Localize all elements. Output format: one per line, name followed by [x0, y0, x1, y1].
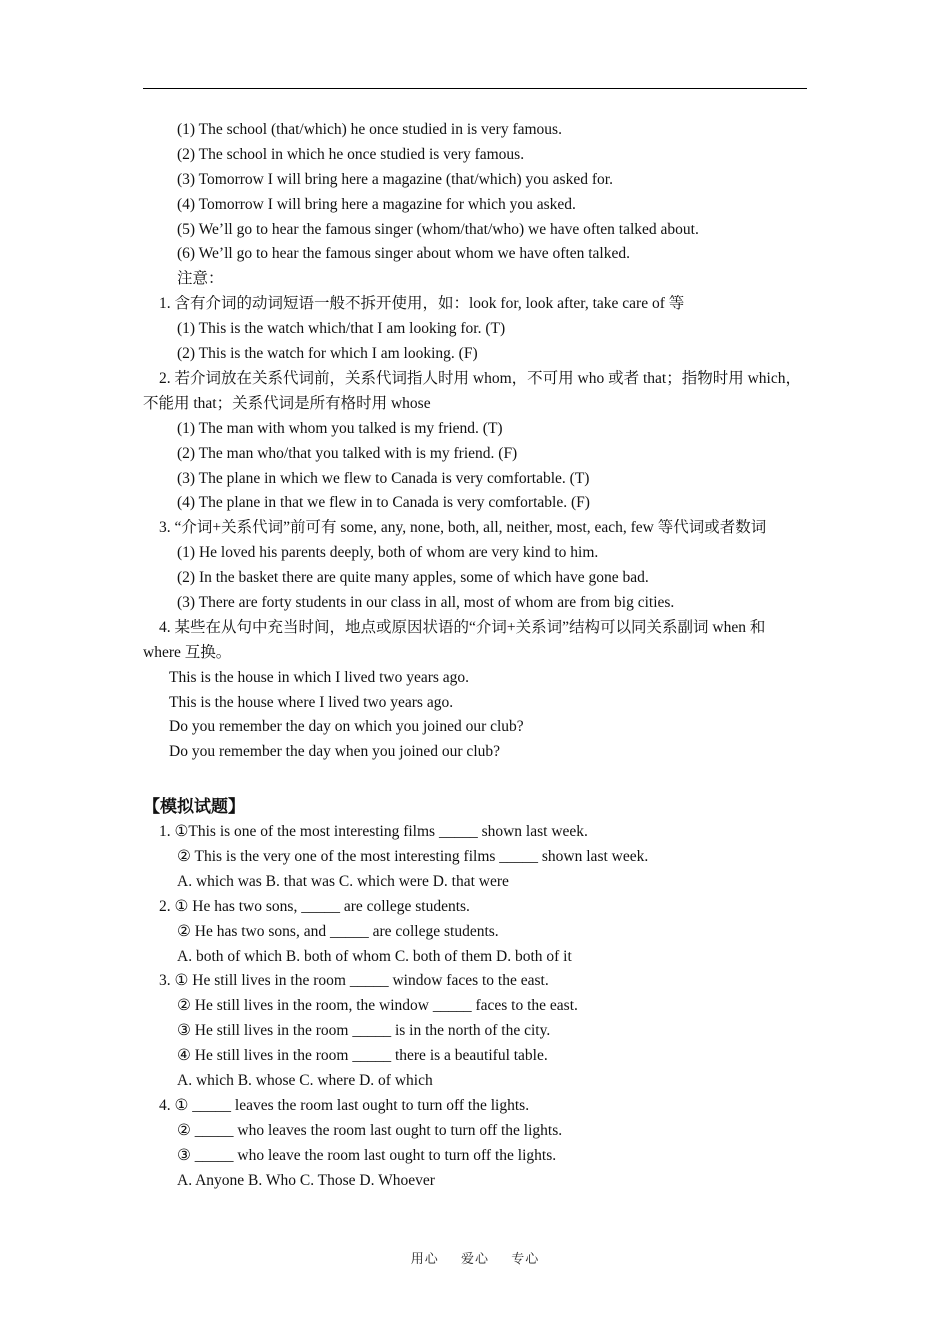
note-3-example: (3) There are forty students in our class in all, most of whom are from big cities.: [177, 593, 675, 611]
note-4-example: Do you remember the day when you joined our club?: [169, 743, 501, 761]
question-1-line: ② This is the very one of the most interesting films _____ shown last week.: [177, 848, 649, 866]
question-1-stem: 1. ①This is one of the most interesting films _____ shown last week.: [159, 823, 588, 841]
note-4-example: This is the house in which I lived two years ago.: [169, 668, 470, 686]
spacer: [143, 765, 807, 790]
example-line: (6) We’ll go to hear the famous singer about whom we have often talked.: [177, 245, 630, 263]
example-line: (4) Tomorrow I will bring here a magazine for which you asked.: [177, 195, 576, 213]
note-3-example: (1) He loved his parents deeply, both of whom are very kind to him.: [177, 544, 599, 562]
note-2-example: (1) The man with whom you talked is my friend. (T): [177, 419, 503, 437]
note-label: 注意：: [177, 270, 224, 288]
note-3: 3. “介词+关系代词”前可有 some, any, none, both, all, neither, most, each, few 等代词或者数词: [159, 519, 767, 537]
section-heading: 【模拟试题】: [143, 797, 245, 818]
question-1-options: A. which was B. that was C. which were D. that were: [177, 872, 509, 890]
page-content: [143, 118, 807, 1193]
note-2: 2. 若介词放在关系代词前，关系代词指人时用 whom，不可用 who 或者 that；指物时用 which，不能用 that；关系代词是所有格时用 whose: [143, 369, 801, 412]
note-2-example: (3) The plane in which we flew to Canada is very comfortable. (T): [177, 469, 590, 487]
question-2-stem: 2. ① He has two sons, _____ are college students.: [159, 897, 470, 915]
question-4-stem: 4. ① _____ leaves the room last ought to turn off the lights.: [159, 1096, 530, 1114]
note-4-example: Do you remember the day on which you joined our club?: [169, 718, 524, 736]
page-footer: 用心 爱心 专心: [410, 1251, 540, 1266]
question-3-line: ② He still lives in the room, the window _____ faces to the east.: [177, 997, 578, 1015]
note-4: 4. 某些在从句中充当时间，地点或原因状语的“介词+关系词”结构可以同关系副词 when 和 where 互换。: [143, 618, 766, 661]
question-3-line: ④ He still lives in the room _____ there is a beautiful table.: [177, 1047, 548, 1065]
example-line: (5) We’ll go to hear the famous singer (whom/that/who) we have often talked about.: [177, 220, 699, 238]
question-4-line: ② _____ who leaves the room last ought to turn off the lights.: [177, 1121, 563, 1139]
question-4-line: ③ _____ who leave the room last ought to turn off the lights.: [177, 1146, 557, 1164]
header-rule: [143, 88, 807, 89]
note-1-example: (1) This is the watch which/that I am looking for. (T): [177, 320, 506, 338]
question-3-options: A. which B. whose C. where D. of which: [177, 1072, 433, 1090]
note-1: 1. 含有介词的动词短语一般不拆开使用，如：look for, look after, take care of 等: [159, 295, 685, 313]
example-line: (1) The school (that/which) he once studied in is very famous.: [177, 121, 562, 138]
note-2-example: (4) The plane in that we flew in to Canada is very comfortable. (F): [177, 494, 590, 512]
note-1-example: (2) This is the watch for which I am looking. (F): [177, 345, 478, 363]
example-line: (2) The school in which he once studied is very famous.: [177, 145, 525, 163]
note-3-example: (2) In the basket there are quite many apples, some of which have gone bad.: [177, 569, 649, 587]
question-3-line: ③ He still lives in the room _____ is in the north of the city.: [177, 1022, 551, 1040]
note-4-example: This is the house where I lived two years ago.: [169, 693, 454, 711]
question-2-line: ② He has two sons, and _____ are college students.: [177, 922, 499, 940]
question-2-options: A. both of which B. both of whom C. both of them D. both of it: [177, 947, 572, 965]
question-4-options: A. Anyone B. Who C. Those D. Whoever: [177, 1171, 435, 1189]
example-line: (3) Tomorrow I will bring here a magazine (that/which) you asked for.: [177, 170, 613, 188]
note-2-example: (2) The man who/that you talked with is my friend. (F): [177, 444, 518, 462]
question-3-stem: 3. ① He still lives in the room _____ window faces to the east.: [159, 972, 549, 990]
